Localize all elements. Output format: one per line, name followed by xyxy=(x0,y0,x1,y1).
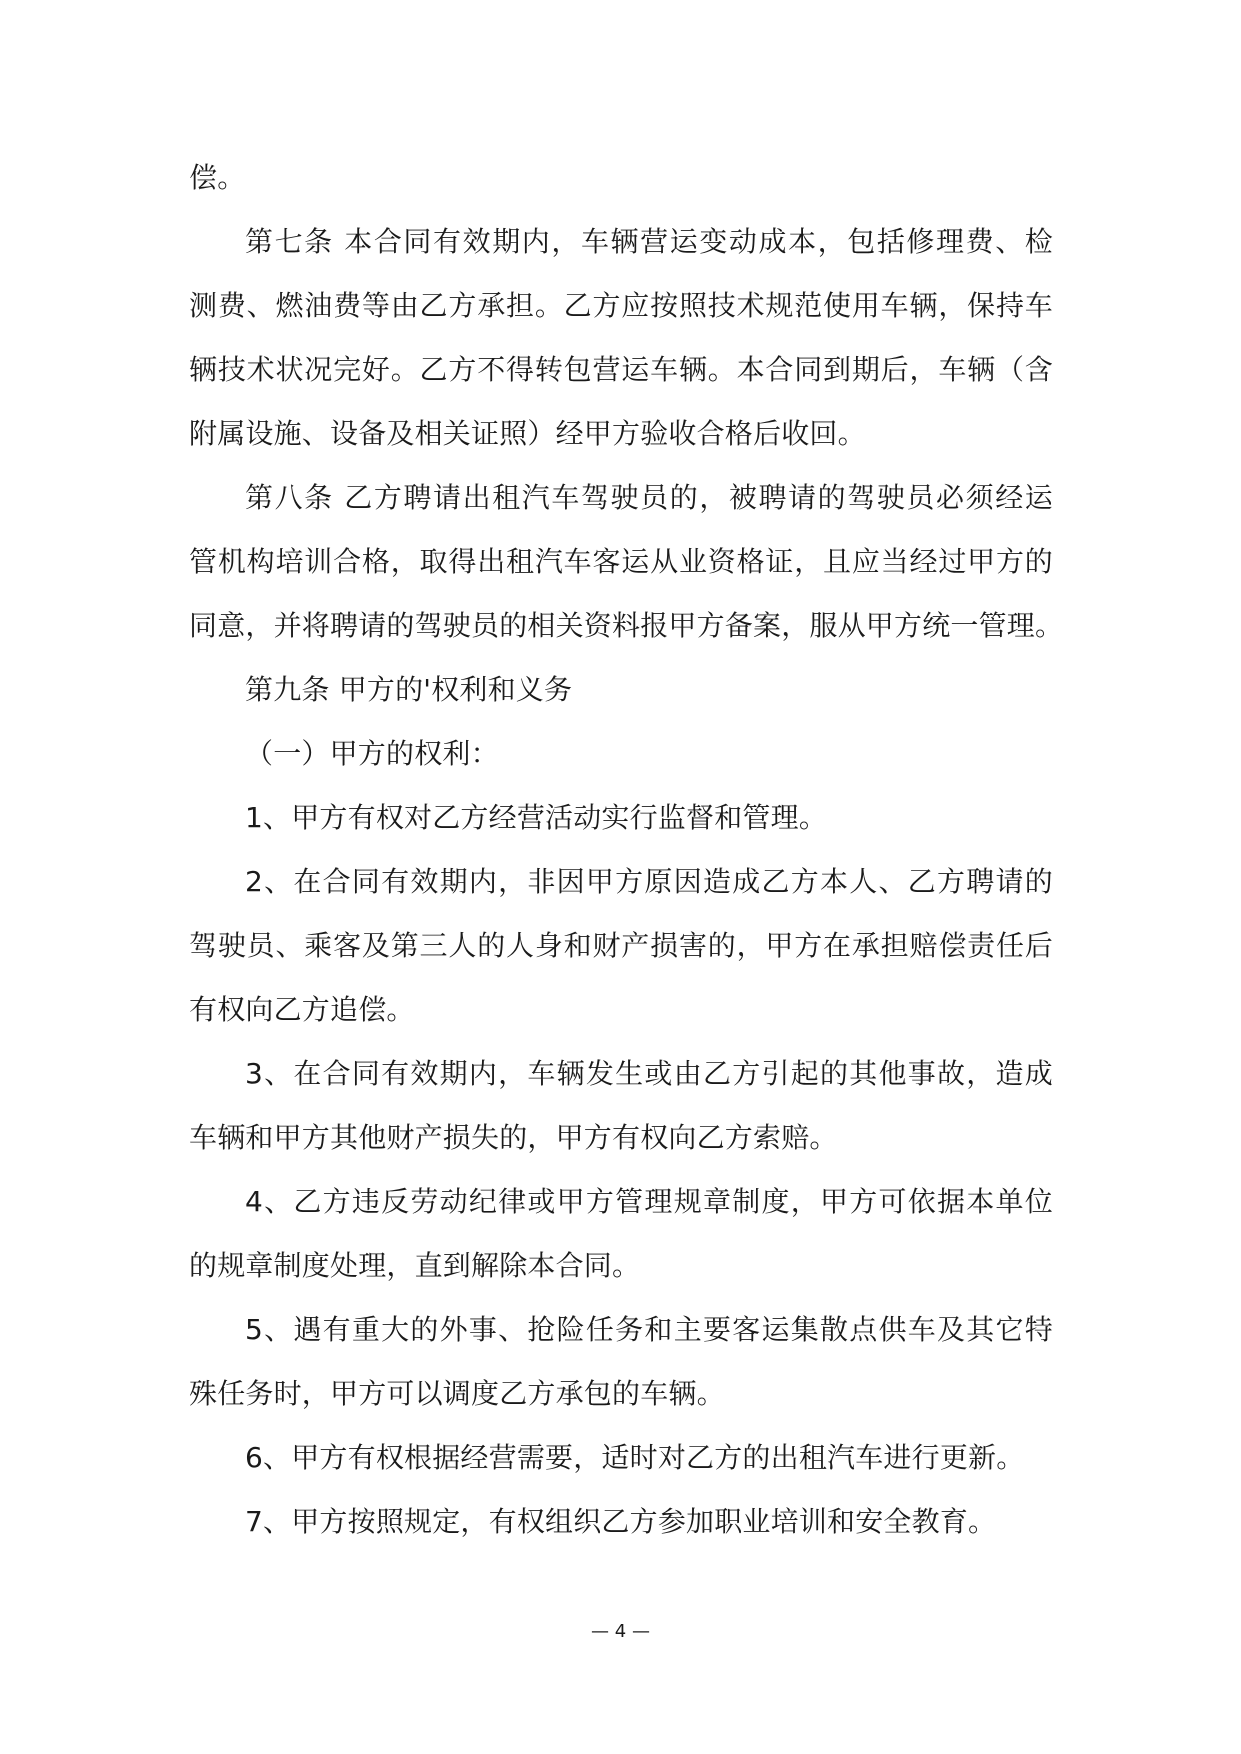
article-7-line-4: 附属设施、设备及相关证照）经甲方验收合格后收回。 xyxy=(189,417,866,450)
article-7-line-1: 第七条 本合同有效期内，车辆营运变动成本，包括修理费、检 xyxy=(245,225,1053,258)
item-4-line-2: 的规章制度处理，直到解除本合同。 xyxy=(189,1249,641,1282)
page-number: — 4 — xyxy=(591,1621,650,1642)
article-7-line-3: 辆技术状况完好。乙方不得转包营运车辆。本合同到期后，车辆（含 xyxy=(189,353,1053,386)
item-6: 6、甲方有权根据经营需要，适时对乙方的出租汽车进行更新。 xyxy=(245,1441,1025,1474)
item-5-line-1: 5、遇有重大的外事、抢险任务和主要客运集散点供车及其它特 xyxy=(245,1313,1053,1346)
item-2-line-3: 有权向乙方追偿。 xyxy=(189,993,415,1026)
paragraph-continuation: 偿。 xyxy=(189,161,246,194)
article-8-line-3: 同意，并将聘请的驾驶员的相关资料报甲方备案，服从甲方统一管理。 xyxy=(189,609,1064,642)
article-9-heading: 第九条 甲方的'权利和义务 xyxy=(245,673,573,706)
item-4-line-1: 4、乙方违反劳动纪律或甲方管理规章制度，甲方可依据本单位 xyxy=(245,1185,1053,1218)
article-7-line-2: 测费、燃油费等由乙方承担。乙方应按照技术规范使用车辆，保持车 xyxy=(189,289,1053,322)
article-8-line-1: 第八条 乙方聘请出租汽车驾驶员的，被聘请的驾驶员必须经运 xyxy=(245,481,1053,514)
item-3-line-2: 车辆和甲方其他财产损失的，甲方有权向乙方索赔。 xyxy=(189,1121,838,1154)
item-3-line-1: 3、在合同有效期内，车辆发生或由乙方引起的其他事故，造成 xyxy=(245,1057,1053,1090)
item-7: 7、甲方按照规定，有权组织乙方参加职业培训和安全教育。 xyxy=(245,1505,997,1538)
item-5-line-2: 殊任务时，甲方可以调度乙方承包的车辆。 xyxy=(189,1377,725,1410)
section-1-heading: （一）甲方的权利： xyxy=(245,737,499,770)
item-2-line-1: 2、在合同有效期内，非因甲方原因造成乙方本人、乙方聘请的 xyxy=(245,865,1053,898)
item-1: 1、甲方有权对乙方经营活动实行监督和管理。 xyxy=(245,801,828,834)
item-2-line-2: 驾驶员、乘客及第三人的人身和财产损害的，甲方在承担赔偿责任后 xyxy=(189,929,1053,962)
contract-body xyxy=(189,146,1064,1554)
article-8-line-2: 管机构培训合格，取得出租汽车客运从业资格证，且应当经过甲方的 xyxy=(189,545,1053,578)
